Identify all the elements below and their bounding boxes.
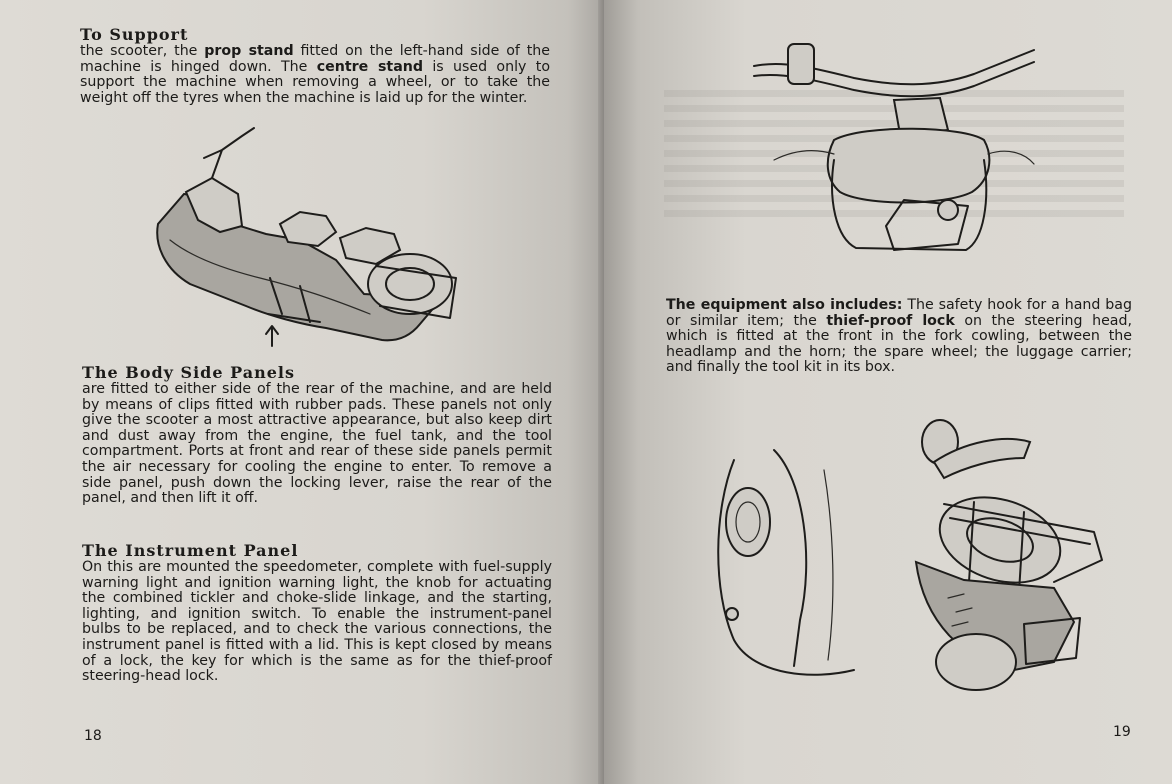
instrument-panel-heading: The Instrument Panel [82, 541, 299, 560]
support-text-part: fitted on the left-hand side of the machine is hinged down. The [80, 43, 550, 75]
rear-wheel-icon [936, 634, 1016, 690]
handlebar-illustration [744, 30, 1044, 290]
equipment-text [666, 298, 1132, 376]
left-grip-icon [788, 44, 814, 84]
instrument-panel-text: On this are mounted the speedometer, complete with fuel-supply warning light and ignition warning light, the knob for actuating the combined tickler and choke-slide linkage, and the starting, lighting, and ignition switch. To enable the instrument-panel bulbs to be replaced, and to check the various connections, the instrument panel is fitted with a lid. This is kept closed by means of a lock, the key for which is the same as for the thief-proof steering-head lock. [82, 559, 552, 685]
fork-line-icon [824, 470, 833, 660]
handlebar-icon [204, 128, 254, 178]
support-text-part: the scooter, the [80, 43, 205, 59]
prop-stand-term: prop stand [204, 43, 294, 59]
support-section [80, 26, 550, 106]
front-seat-icon [280, 212, 336, 246]
equipment-text-part: The safety hook for a hand bag or similar item; the [666, 297, 1132, 329]
body-panels-heading: The Body Side Panels [82, 363, 295, 382]
centre-stand-term: centre stand [316, 58, 424, 75]
support-text-part: is used only to support the machine when removing a wheel, or to take the weight off the tyres when the machine is laid up for the winter. [80, 58, 550, 106]
carrier-illustration [904, 412, 1114, 702]
steering-lock-icon [726, 608, 738, 620]
page-number-right: 19 [1113, 724, 1131, 740]
instrument-panel-housing-icon [828, 129, 990, 203]
equipment-lead: The equipment also includes: [666, 297, 903, 313]
stand-arrow-icon [266, 326, 278, 346]
instrument-panel-section [82, 542, 552, 685]
spare-wheel-icon [368, 254, 452, 314]
scooter-illustration [150, 128, 470, 360]
panel-lock-icon [938, 200, 958, 220]
cowling-edge-icon [774, 450, 806, 666]
body-panels-text: are fitted to either side of the rear of the machine, and are held by means of clips fitted with rubber pads. These panels not only give the scooter a most attractive appearance, but also keep dirt and dust away from the engine, the fuel tank, and the tool compartment. Ports at front and rear of these side panels permit the air necessary for cooling the engine to enter. To remove a side panel, push down the locking lever, raise the rear of the panel, and then lift it off. [82, 381, 552, 507]
thief-proof-lock-term: thief-proof lock [826, 312, 955, 329]
support-heading: To Support [80, 25, 189, 44]
headlamp-icon [726, 488, 770, 556]
page-number-left: 18 [84, 728, 102, 744]
right-page [604, 0, 1172, 784]
headlamp-illustration [704, 440, 904, 690]
equipment-text-part: on the steering head, which is fitted at the front in the fork cowling, between the headlamp and the horn; the spare wheel; the luggage carrier; and finally the tool kit in its box. [666, 312, 1133, 376]
equipment-section [666, 298, 1132, 376]
support-text [80, 44, 550, 106]
body-panels-section [82, 364, 552, 507]
